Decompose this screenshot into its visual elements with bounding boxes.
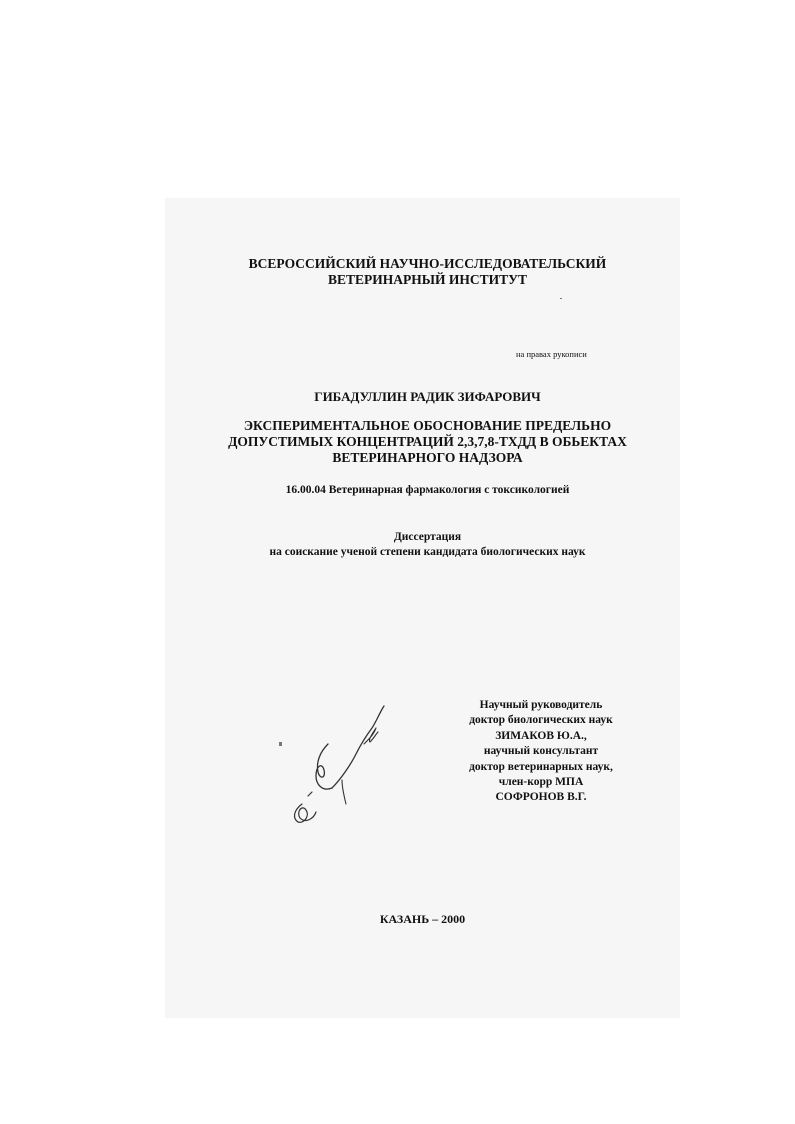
supervisors-block <box>460 698 622 806</box>
supervisor-line-3: ЗИМАКОВ Ю.А., <box>495 729 587 742</box>
scan-speck <box>279 742 282 746</box>
author-name: ГИБАДУЛЛИН РАДИК ЗИФАРОВИЧ <box>314 389 541 404</box>
institute-line-1: ВСЕРОССИЙСКИЙ НАУЧНО-ИССЛЕДОВАТЕЛЬСКИЙ <box>248 256 607 271</box>
supervisor-line-4: научный консультант <box>483 745 599 758</box>
supervisor-line-6: член-корр МПА <box>498 776 584 789</box>
dissertation-type <box>30 530 795 560</box>
supervisor-line-2: доктор биологических наук <box>469 714 613 727</box>
title-line-1: ЭКСПЕРИМЕНТАЛЬНОЕ ОБОСНОВАНИЕ ПРЕДЕЛЬНО <box>243 418 612 433</box>
title-line-3: ВЕТЕРИНАРНОГО НАДЗОРА <box>332 450 523 465</box>
document-page <box>165 198 680 1018</box>
scan-speck <box>560 298 562 299</box>
city-year: КАЗАНЬ – 2000 <box>379 912 466 926</box>
specialty-code: 16.00.04 Ветеринарная фармакология с токсикологией <box>285 484 570 496</box>
dissertation-title <box>30 418 795 466</box>
supervisor-line-1: Научный руководитель <box>479 699 603 711</box>
dissertation-line-1: Диссертация <box>393 531 462 543</box>
institute-name <box>30 256 795 288</box>
title-line-2: ДОПУСТИМЫХ КОНЦЕНТРАЦИЙ 2,3,7,8-ТХДД В ОБЬЕКТАХ <box>228 434 627 449</box>
supervisor-line-7: СОФРОНОВ В.Г. <box>495 791 587 804</box>
institute-line-2: ВЕТЕРИНАРНЫЙ ИНСТИТУТ <box>327 272 528 287</box>
manuscript-note: на правах рукописи <box>516 349 587 359</box>
handwritten-signature <box>280 700 400 830</box>
supervisor-line-5: доктор ветеринарных наук, <box>469 760 613 773</box>
dissertation-line-2: на соискание ученой степени кандидата биологических наук <box>269 546 586 558</box>
